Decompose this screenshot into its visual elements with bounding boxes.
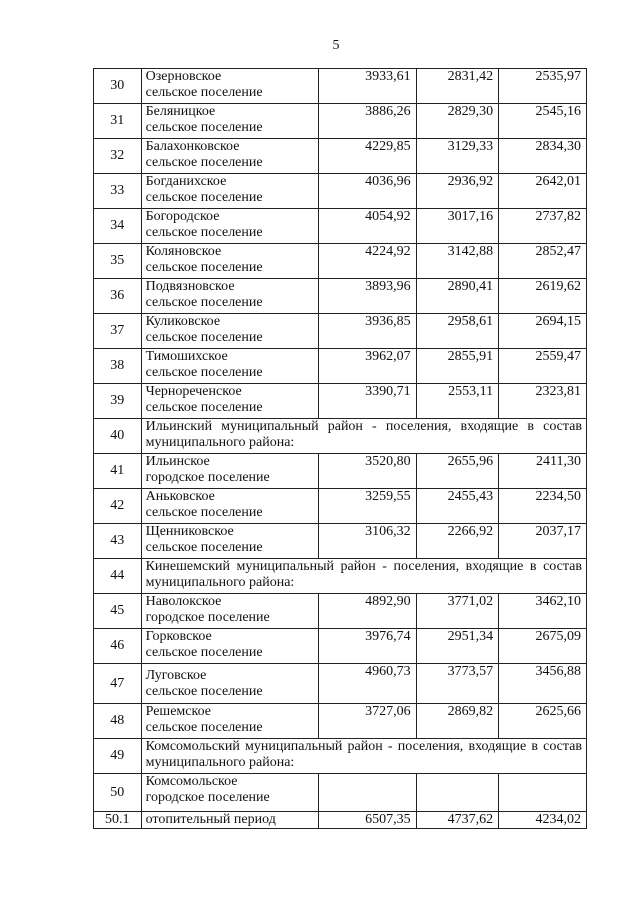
value-cell-v1: 4036,96 xyxy=(319,174,416,209)
row-number: 30 xyxy=(94,69,142,104)
value-cell-v2: 2553,11 xyxy=(416,384,499,419)
value-cell-v3: 2234,50 xyxy=(499,489,587,524)
value-cell-v1: 3106,32 xyxy=(319,524,416,559)
row-number: 39 xyxy=(94,384,142,419)
row-number: 48 xyxy=(94,704,142,739)
value-cell-v3: 2625,66 xyxy=(499,704,587,739)
row-number: 46 xyxy=(94,629,142,664)
settlement-name: Луговское сельское поселение xyxy=(141,664,319,704)
table-row xyxy=(94,139,587,174)
value-cell-v2: 2855,91 xyxy=(416,349,499,384)
settlement-name: Чернореченское сельское поселение xyxy=(141,384,319,419)
table-row xyxy=(94,524,587,559)
row-number: 50 xyxy=(94,774,142,812)
table-row xyxy=(94,384,587,419)
row-number: 33 xyxy=(94,174,142,209)
table-row xyxy=(94,244,587,279)
value-cell-v1: 4960,73 xyxy=(319,664,416,704)
district-header: Комсомольский муниципальный район - поселения, входящие в состав муниципального района: xyxy=(141,739,586,774)
row-number: 34 xyxy=(94,209,142,244)
value-cell-v3: 2675,09 xyxy=(499,629,587,664)
settlement-name: Комсомольское городское поселение xyxy=(141,774,319,812)
district-header: Кинешемский муниципальный район - поселения, входящие в состав муниципального района: xyxy=(141,559,586,594)
settlement-name: Куликовское сельское поселение xyxy=(141,314,319,349)
settlement-name: Озерновское сельское поселение xyxy=(141,69,319,104)
settlement-name: Подвязновское сельское поселение xyxy=(141,279,319,314)
settlement-name: Горковское сельское поселение xyxy=(141,629,319,664)
settlement-name: Наволокское городское поселение xyxy=(141,594,319,629)
value-cell-v2: 3129,33 xyxy=(416,139,499,174)
table-row xyxy=(94,704,587,739)
settlement-name: Богородское сельское поселение xyxy=(141,209,319,244)
value-cell-v2: 2951,34 xyxy=(416,629,499,664)
value-cell-v1: 3976,74 xyxy=(319,629,416,664)
value-cell-v3: 2642,01 xyxy=(499,174,587,209)
row-number: 50.1 xyxy=(94,812,142,829)
row-number: 49 xyxy=(94,739,142,774)
value-cell-v1: 3520,80 xyxy=(319,454,416,489)
table-row xyxy=(94,69,587,104)
row-number: 35 xyxy=(94,244,142,279)
value-cell-v3: 2852,47 xyxy=(499,244,587,279)
row-number: 37 xyxy=(94,314,142,349)
row-number: 32 xyxy=(94,139,142,174)
value-cell-v1: 3886,26 xyxy=(319,104,416,139)
table-row xyxy=(94,209,587,244)
table-row xyxy=(94,739,587,774)
table-row xyxy=(94,559,587,594)
value-cell-v3: 2619,62 xyxy=(499,279,587,314)
value-cell-v3: 2535,97 xyxy=(499,69,587,104)
value-cell-v1: 4892,90 xyxy=(319,594,416,629)
row-number: 40 xyxy=(94,419,142,454)
table-row xyxy=(94,349,587,384)
row-number: 31 xyxy=(94,104,142,139)
table-row xyxy=(94,419,587,454)
value-cell-v2: 2869,82 xyxy=(416,704,499,739)
value-cell-v2: 2655,96 xyxy=(416,454,499,489)
value-cell-v1: 3390,71 xyxy=(319,384,416,419)
settlement-name: отопительный период xyxy=(141,812,319,829)
value-cell-v1: 3893,96 xyxy=(319,279,416,314)
value-cell-v3: 4234,02 xyxy=(499,812,587,829)
value-cell-v2: 4737,62 xyxy=(416,812,499,829)
page-number: 5 xyxy=(332,38,340,53)
table-row xyxy=(94,629,587,664)
value-cell-v2: 3142,88 xyxy=(416,244,499,279)
value-cell-v1: 6507,35 xyxy=(319,812,416,829)
value-cell-v1: 4229,85 xyxy=(319,139,416,174)
value-cell-v1: 4054,92 xyxy=(319,209,416,244)
value-cell-v3: 2411,30 xyxy=(499,454,587,489)
settlement-name: Балахонковское сельское поселение xyxy=(141,139,319,174)
value-cell-v1: 3936,85 xyxy=(319,314,416,349)
settlement-name: Богданихское сельское поселение xyxy=(141,174,319,209)
settlement-name: Аньковское сельское поселение xyxy=(141,489,319,524)
value-cell-v3 xyxy=(499,774,587,812)
value-cell-v1 xyxy=(319,774,416,812)
table-row xyxy=(94,812,587,829)
settlement-name: Ильинское городское поселение xyxy=(141,454,319,489)
value-cell-v2: 3771,02 xyxy=(416,594,499,629)
settlement-name: Беляницкое сельское поселение xyxy=(141,104,319,139)
value-cell-v3: 2545,16 xyxy=(499,104,587,139)
table-row xyxy=(94,104,587,139)
district-header: Ильинский муниципальный район - поселения, входящие в состав муниципального района: xyxy=(141,419,586,454)
value-cell-v2: 2890,41 xyxy=(416,279,499,314)
settlement-name: Щенниковское сельское поселение xyxy=(141,524,319,559)
value-cell-v2: 2266,92 xyxy=(416,524,499,559)
value-cell-v1: 3962,07 xyxy=(319,349,416,384)
value-cell-v2 xyxy=(416,774,499,812)
table-row xyxy=(94,314,587,349)
row-number: 45 xyxy=(94,594,142,629)
settlement-name: Тимошихское сельское поселение xyxy=(141,349,319,384)
value-cell-v3: 2694,15 xyxy=(499,314,587,349)
value-cell-v3: 2559,47 xyxy=(499,349,587,384)
table-row xyxy=(94,489,587,524)
value-cell-v3: 2737,82 xyxy=(499,209,587,244)
value-cell-v1: 3259,55 xyxy=(319,489,416,524)
row-number: 36 xyxy=(94,279,142,314)
row-number: 44 xyxy=(94,559,142,594)
value-cell-v2: 2936,92 xyxy=(416,174,499,209)
table-row xyxy=(94,454,587,489)
value-cell-v2: 3773,57 xyxy=(416,664,499,704)
table-row xyxy=(94,594,587,629)
row-number: 41 xyxy=(94,454,142,489)
value-cell-v3: 3456,88 xyxy=(499,664,587,704)
row-number: 38 xyxy=(94,349,142,384)
value-cell-v1: 4224,92 xyxy=(319,244,416,279)
tariff-table xyxy=(93,68,587,829)
value-cell-v1: 3727,06 xyxy=(319,704,416,739)
value-cell-v3: 2834,30 xyxy=(499,139,587,174)
table-row xyxy=(94,774,587,812)
value-cell-v1: 3933,61 xyxy=(319,69,416,104)
row-number: 47 xyxy=(94,664,142,704)
value-cell-v3: 3462,10 xyxy=(499,594,587,629)
settlement-name: Коляновское сельское поселение xyxy=(141,244,319,279)
value-cell-v2: 2831,42 xyxy=(416,69,499,104)
table-row xyxy=(94,174,587,209)
value-cell-v3: 2037,17 xyxy=(499,524,587,559)
settlement-name: Решемское сельское поселение xyxy=(141,704,319,739)
value-cell-v2: 2455,43 xyxy=(416,489,499,524)
value-cell-v2: 3017,16 xyxy=(416,209,499,244)
value-cell-v2: 2829,30 xyxy=(416,104,499,139)
row-number: 43 xyxy=(94,524,142,559)
value-cell-v2: 2958,61 xyxy=(416,314,499,349)
value-cell-v3: 2323,81 xyxy=(499,384,587,419)
table-row xyxy=(94,279,587,314)
table-row xyxy=(94,664,587,704)
row-number: 42 xyxy=(94,489,142,524)
